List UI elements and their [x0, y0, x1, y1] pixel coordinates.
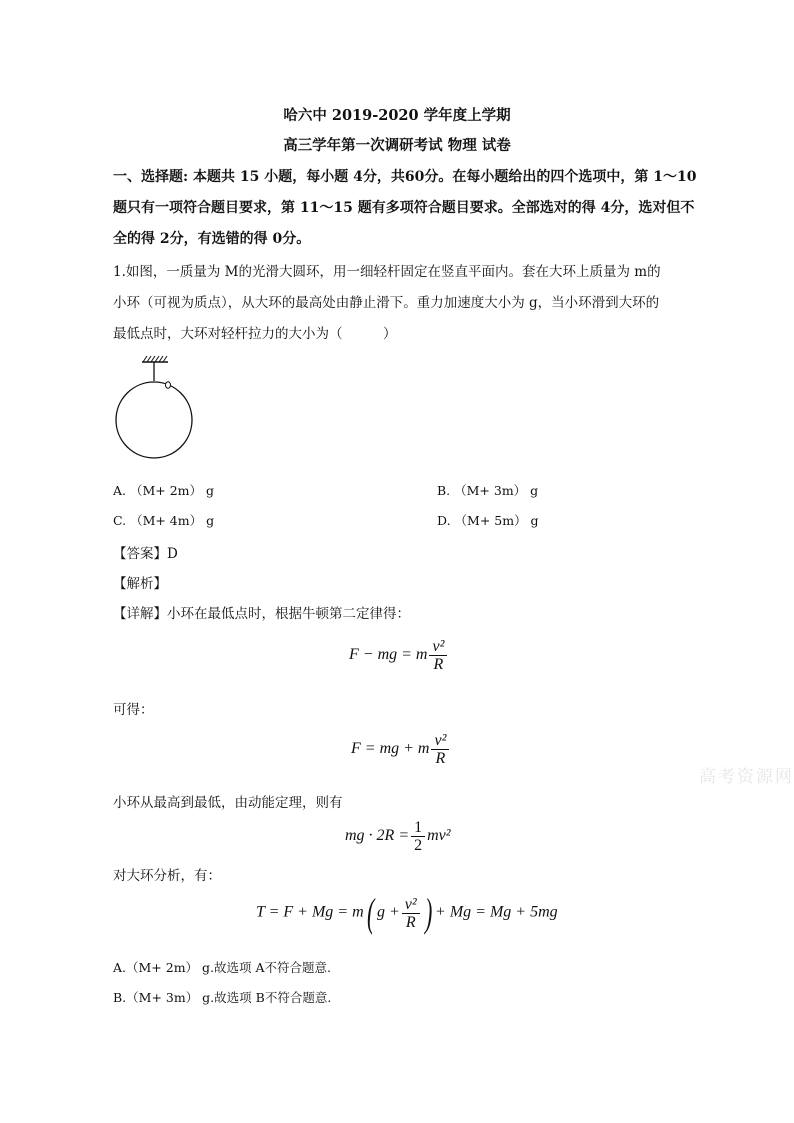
page-subtitle: 高三学年第一次调研考试 物理 试卷: [283, 137, 511, 154]
energy-line: 小环从最高到最低，由动能定理，则有: [113, 795, 343, 811]
equation-4-lhs: T = F + Mg = m: [256, 903, 364, 921]
equation-4-denominator: R: [405, 913, 416, 931]
equation-4-numerator: v²: [402, 896, 420, 914]
equation-3-denominator: 2: [414, 837, 423, 854]
option-d: D. （M+ 5m） g: [437, 513, 539, 528]
option-c: C. （M+ 4m） g: [113, 513, 215, 528]
equation-4-inner: g +: [376, 903, 400, 921]
equation-3-rhs: mv²: [427, 827, 451, 845]
question-line-3: 最低点时，大环对轻杆拉力的大小为（ ）: [113, 326, 397, 342]
option-b: B. （M+ 3m） g: [437, 483, 539, 498]
equation-3: [345, 819, 451, 854]
question-line-2: 小环（可视为质点），从大环的最高处由静止滑下。重力加速度大小为 g，当小环滑到大环的: [113, 295, 660, 311]
big-ring-analysis-line: 对大环分析，有：: [113, 868, 221, 884]
equation-1-numerator: v²: [429, 638, 447, 656]
equation-2-lhs: F = mg + m: [351, 740, 430, 758]
equation-1-fraction: [429, 638, 447, 673]
equation-4-rhs: + Mg = Mg + 5mg: [435, 903, 558, 921]
right-paren: ): [424, 890, 433, 935]
ring-figure: [110, 350, 200, 465]
kede-line: 可得：: [113, 702, 154, 718]
page-title: 哈六中 2019-2020 学年度上学期: [283, 107, 511, 124]
conclusion-a: A.（M+ 2m） g.故选项 A不符合题意.: [113, 960, 331, 975]
section-instruction-line-2: 题只有一项符合题目要求，第 11～15 题有多项符合题目要求。全部选对的得 4分，选对但不: [113, 200, 695, 216]
ceiling-hatch: [142, 356, 168, 362]
option-a: A. （M+ 2m） g: [113, 483, 215, 498]
big-ring: [116, 382, 192, 458]
section-instruction-line-1: 一、选择题: 本题共 15 小题，每小题 4分，共60分。在每小题给出的四个选项中，第 1～10: [113, 169, 697, 185]
equation-4-fraction: [402, 896, 420, 931]
small-ring: [166, 382, 171, 389]
section-instruction-line-3: 全的得 2分，有选错的得 0分。: [113, 231, 311, 247]
equation-2-fraction: [431, 732, 449, 767]
equation-2-denominator: R: [435, 750, 446, 767]
answer-line: 【答案】D: [113, 546, 178, 562]
question-line-1: 1.如图，一质量为 M的光滑大圆环，用一细轻杆固定在竖直平面内。套在大环上质量为 m的: [113, 264, 661, 280]
left-paren: (: [366, 890, 374, 935]
analysis-label: 【解析】: [113, 576, 167, 592]
detail-line: 【详解】小环在最低点时，根据牛顿第二定律得：: [113, 606, 410, 622]
equation-3-lhs: mg · 2R =: [345, 827, 410, 845]
conclusion-b: B.（M+ 3m） g.故选项 B不符合题意.: [113, 990, 332, 1005]
equation-4: [256, 890, 558, 935]
watermark: 高考资源网: [699, 767, 794, 787]
equation-2-numerator: v²: [431, 732, 449, 750]
equation-1-lhs: F − mg = m: [349, 646, 428, 664]
equation-3-numerator: 1: [411, 819, 425, 837]
equation-1-denominator: R: [433, 656, 444, 673]
equation-1: [349, 638, 449, 673]
equation-3-fraction: [411, 819, 425, 854]
equation-2: [351, 732, 451, 767]
